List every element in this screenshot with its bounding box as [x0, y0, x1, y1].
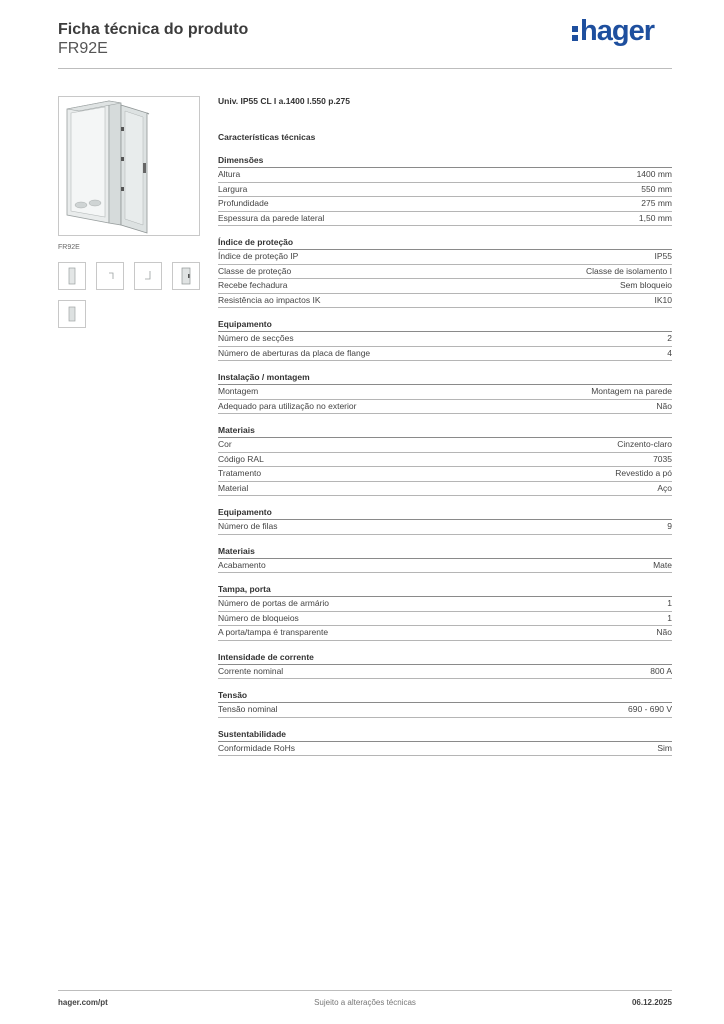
spec-label: Recebe fechadura — [218, 280, 288, 290]
spec-row — [218, 559, 672, 574]
spec-group-title: Equipamento — [218, 506, 672, 520]
spec-group-title: Tensão — [218, 689, 672, 703]
thumbnail-side-view[interactable] — [96, 262, 124, 290]
spec-row — [218, 612, 672, 627]
spec-value: 7035 — [653, 453, 672, 464]
spec-row — [218, 665, 672, 680]
logo-text: hager — [580, 15, 654, 47]
product-image — [58, 96, 200, 236]
spec-label: Número de portas de armário — [218, 598, 330, 608]
footer-date: 06.12.2025 — [631, 998, 672, 1007]
spec-row — [218, 347, 672, 362]
spec-value: IP55 — [654, 251, 672, 261]
spec-value: Sim — [657, 742, 672, 753]
spec-value: 800 A — [650, 665, 672, 676]
spec-value: Não — [656, 627, 672, 637]
spec-value: 1,50 mm — [638, 212, 672, 223]
image-caption: FR92E — [58, 244, 80, 251]
spec-value: Não — [656, 400, 672, 411]
spec-row — [218, 294, 672, 309]
front-view-icon — [59, 263, 85, 289]
thumbnail-detail-view[interactable] — [58, 300, 86, 328]
spec-label: Altura — [218, 169, 241, 179]
spec-value: 1 — [667, 612, 672, 623]
spec-value: Montagem na parede — [591, 386, 672, 396]
spec-value: 1400 mm — [636, 169, 672, 179]
spec-group-title: Materiais — [218, 545, 672, 559]
footer-divider — [58, 990, 672, 991]
spec-value: 9 — [667, 521, 672, 531]
spec-row — [218, 438, 672, 453]
spec-row — [218, 520, 672, 535]
spec-label: Número de aberturas da placa de flange — [218, 347, 371, 358]
spec-group — [218, 583, 672, 641]
spec-row — [218, 168, 672, 183]
spec-row — [218, 742, 672, 757]
spec-row — [218, 626, 672, 641]
spec-row — [218, 597, 672, 612]
spec-row — [218, 453, 672, 468]
page-header — [58, 20, 248, 58]
spec-group — [218, 318, 672, 361]
spec-group — [218, 154, 672, 226]
spec-row — [218, 703, 672, 718]
logo-colon-icon — [572, 22, 578, 42]
thumbnail-top-view[interactable] — [134, 262, 162, 290]
spec-row — [218, 212, 672, 227]
spec-value: 4 — [667, 347, 672, 358]
spec-label: Código RAL — [218, 453, 264, 464]
spec-group — [218, 728, 672, 757]
spec-label: Número de bloqueios — [218, 612, 299, 623]
specs-heading: Características técnicas — [218, 132, 316, 142]
spec-label: A porta/tampa é transparente — [218, 627, 329, 637]
thumbnail-front-view[interactable] — [58, 262, 86, 290]
spec-group — [218, 371, 672, 414]
document-title: Ficha técnica do produto — [58, 21, 249, 38]
spec-row — [218, 183, 672, 198]
spec-label: Número de secções — [218, 333, 294, 343]
spec-label: Largura — [218, 183, 248, 194]
specifications-panel — [218, 94, 672, 756]
thumbnail-door-view[interactable] — [172, 262, 200, 290]
spec-label: Profundidade — [218, 198, 269, 208]
spec-label: Acabamento — [218, 559, 266, 570]
door-view-icon — [173, 263, 199, 289]
spec-value: IK10 — [654, 294, 672, 305]
spec-value: 550 mm — [641, 183, 672, 194]
spec-row — [218, 279, 672, 294]
spec-value: 275 mm — [641, 198, 672, 208]
product-reference: FR92E — [58, 40, 108, 57]
spec-label: Montagem — [218, 386, 259, 396]
side-view-icon — [97, 263, 123, 289]
spec-group-title: Sustentabilidade — [218, 728, 672, 742]
spec-group — [218, 651, 672, 680]
spec-group-title: Índice de proteção — [218, 236, 672, 250]
spec-value: Sem bloqueio — [620, 280, 672, 290]
spec-label: Espessura da parede lateral — [218, 212, 325, 223]
spec-value: 690 - 690 V — [628, 704, 672, 714]
footer-website[interactable]: hager.com/pt — [58, 998, 108, 1007]
header-divider — [58, 68, 672, 69]
hager-logo — [572, 15, 654, 48]
spec-group — [218, 236, 672, 308]
spec-value: Classe de isolamento I — [586, 265, 672, 276]
spec-group — [218, 689, 672, 718]
spec-label: Índice de proteção IP — [218, 251, 299, 261]
spec-row — [218, 385, 672, 400]
spec-value: 2 — [667, 333, 672, 343]
spec-row — [218, 265, 672, 280]
footer-notice: Sujeito a alterações técnicas — [314, 998, 416, 1007]
enclosure-illustration-icon — [59, 97, 199, 235]
spec-row — [218, 250, 672, 265]
spec-group-title: Intensidade de corrente — [218, 651, 672, 665]
product-name: Univ. IP55 CL I a.1400 l.550 p.275 — [218, 96, 350, 106]
spec-group-title: Dimensões — [218, 154, 672, 168]
spec-group — [218, 545, 672, 574]
top-view-icon — [135, 263, 161, 289]
spec-row — [218, 332, 672, 347]
spec-label: Classe de proteção — [218, 265, 292, 276]
spec-label: Adequado para utilização no exterior — [218, 400, 357, 411]
spec-value: Aço — [657, 482, 672, 493]
spec-group-title: Tampa, porta — [218, 583, 672, 597]
spec-group — [218, 424, 672, 496]
spec-row — [218, 482, 672, 497]
spec-label: Tensão nominal — [218, 704, 278, 714]
spec-row — [218, 197, 672, 212]
spec-label: Número de filas — [218, 521, 278, 531]
spec-value: 1 — [667, 598, 672, 608]
spec-value: Mate — [653, 559, 672, 570]
spec-label: Resistência ao impactos IK — [218, 294, 321, 305]
spec-label: Cor — [218, 439, 232, 449]
spec-label: Tratamento — [218, 468, 262, 478]
spec-groups — [218, 154, 672, 756]
spec-label: Material — [218, 482, 249, 493]
spec-value: Revestido a pó — [615, 468, 672, 478]
spec-group — [218, 506, 672, 535]
spec-label: Conformidade RoHs — [218, 742, 296, 753]
detail-view-icon — [59, 301, 85, 327]
spec-group-title: Materiais — [218, 424, 672, 438]
spec-value: Cinzento-claro — [617, 439, 672, 449]
spec-label: Corrente nominal — [218, 665, 284, 676]
spec-group-title: Instalação / montagem — [218, 371, 672, 385]
spec-row — [218, 467, 672, 482]
spec-row — [218, 400, 672, 415]
spec-group-title: Equipamento — [218, 318, 672, 332]
